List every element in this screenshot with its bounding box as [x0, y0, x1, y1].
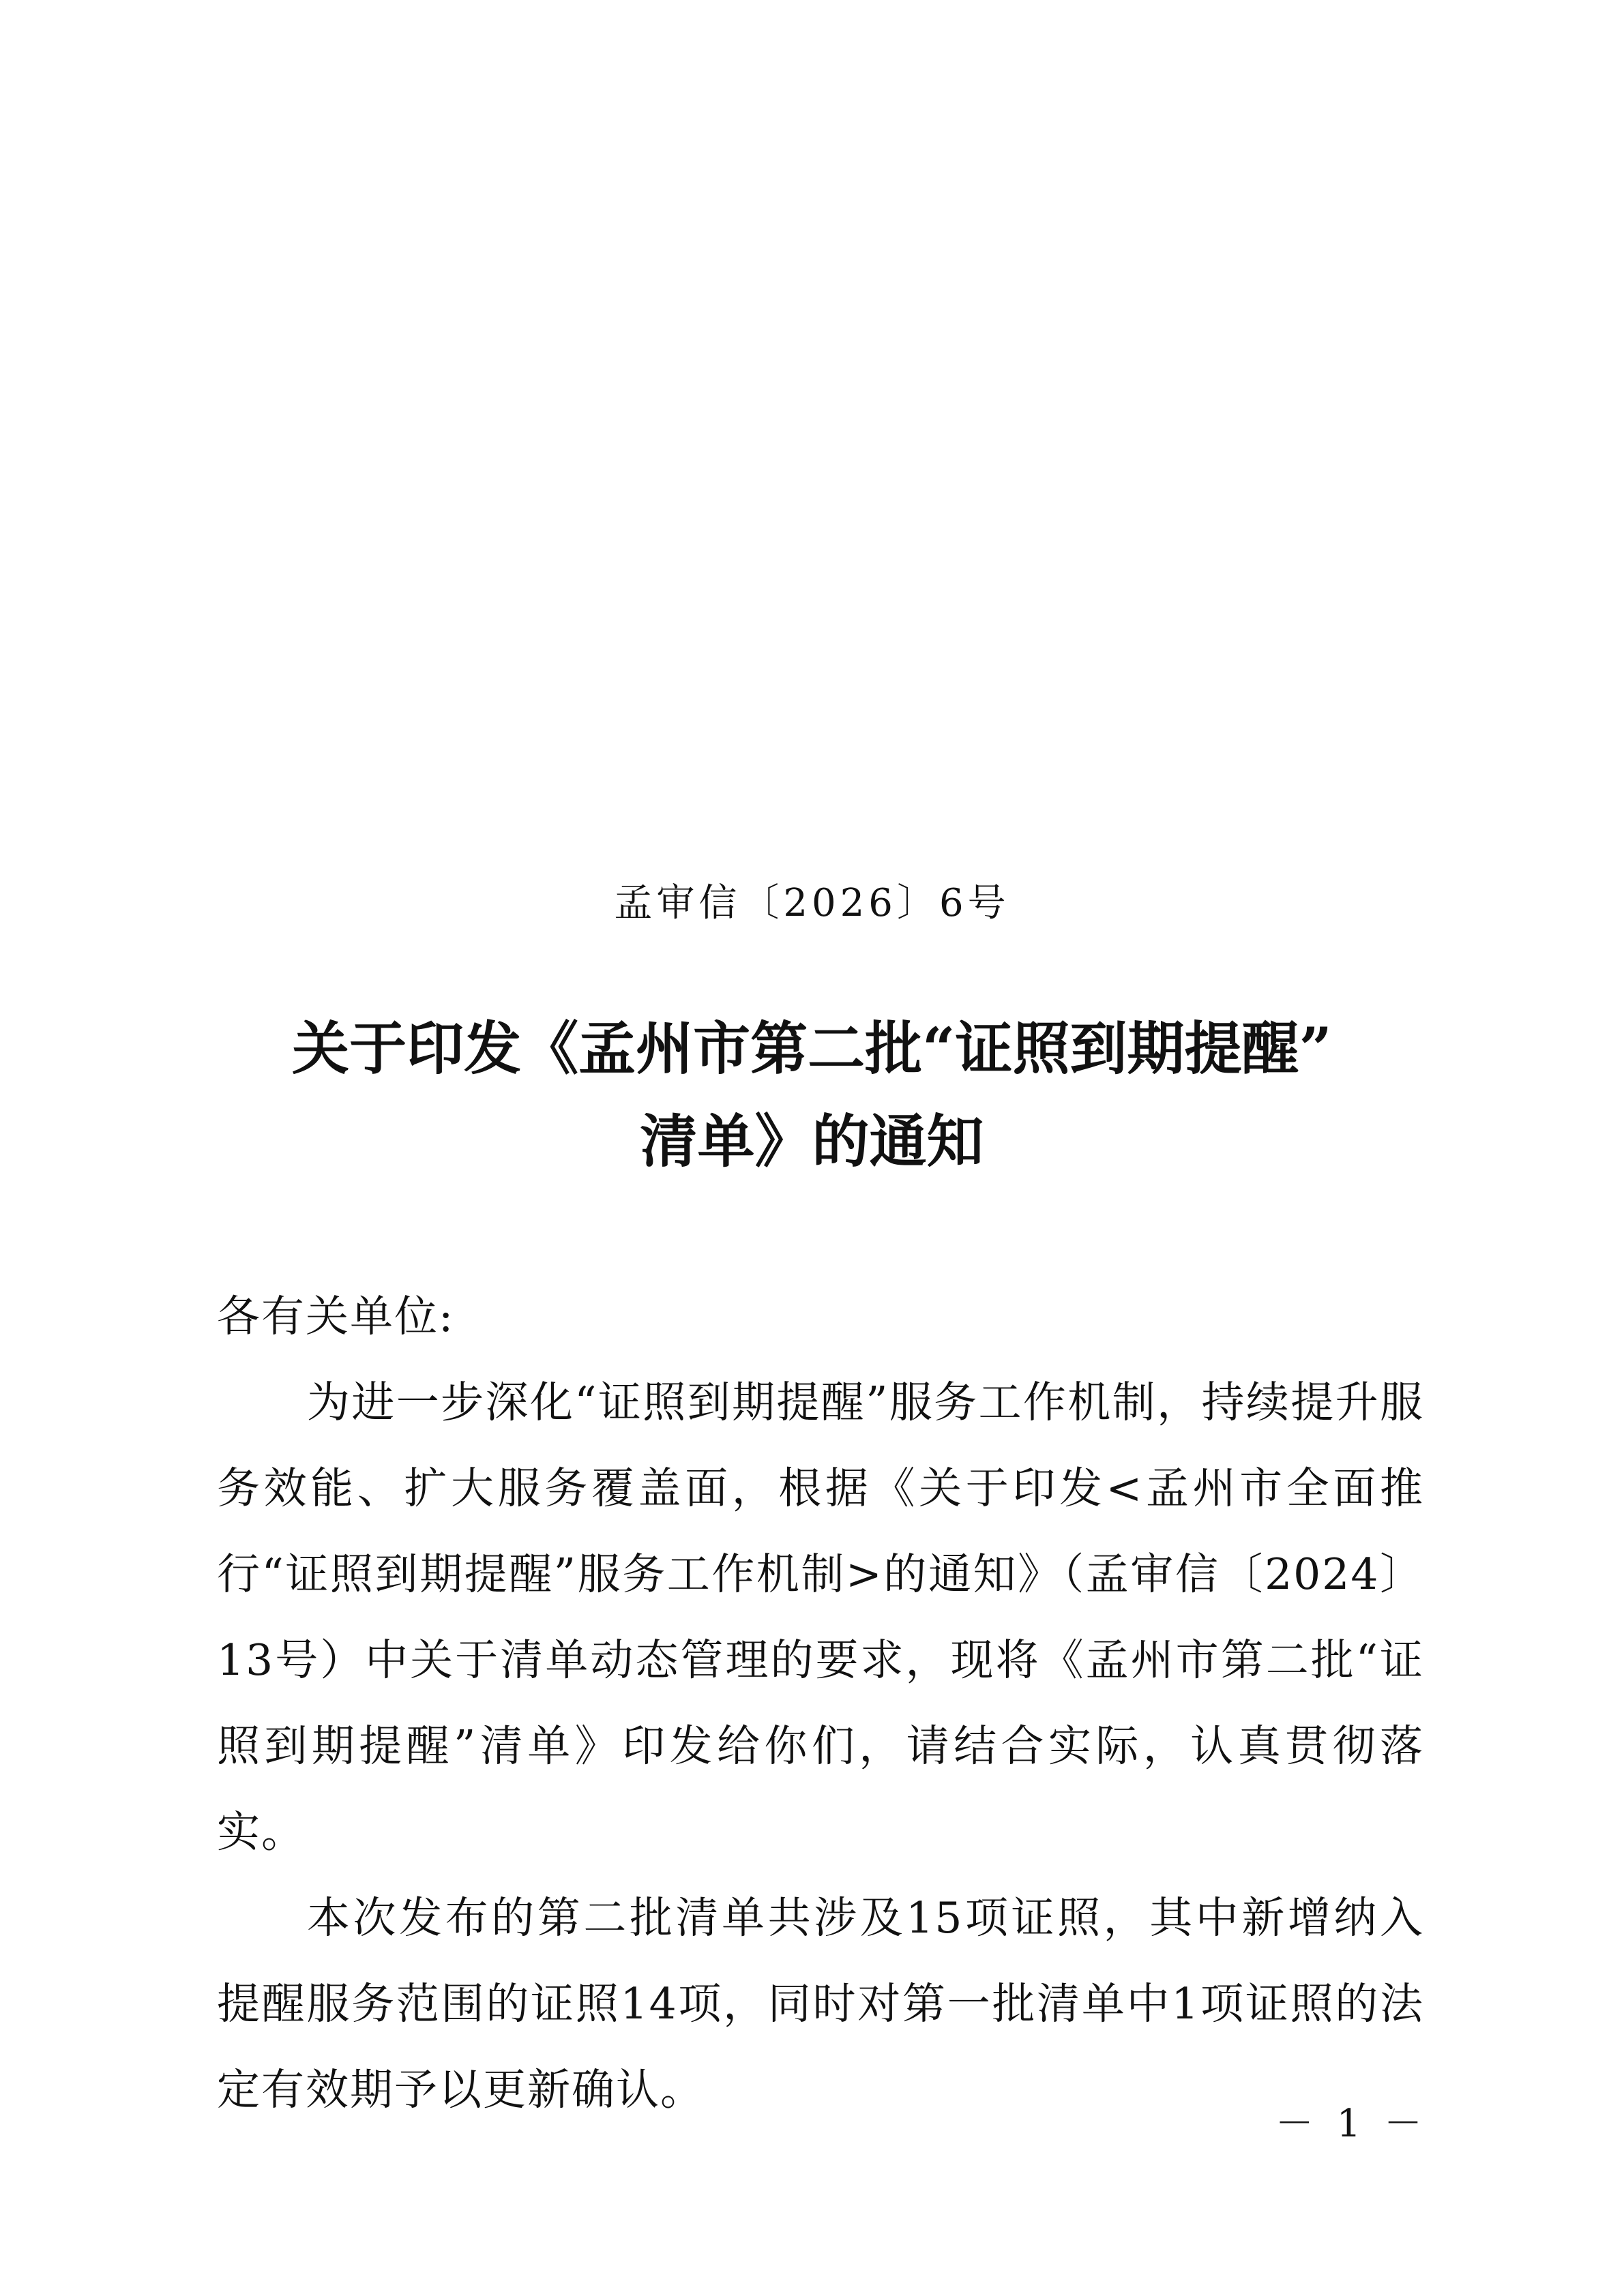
page-number: － 1 －	[1275, 2102, 1428, 2146]
salutation: 各有关单位:	[217, 1292, 455, 1341]
document-number: 孟审信〔2026〕6号	[614, 881, 1010, 925]
document-title-line-2: 清单》的通知	[640, 1107, 984, 1175]
document-title-line-1: 关于印发《孟州市第二批“证照到期提醒”	[292, 1015, 1332, 1082]
body-paragraph-2: 本次发布的第二批清单共涉及15项证照，其中新增纳入提醒服务范围的证照14项，同时对第一批清单中1项证照的法定有效期予以更新确认。	[217, 1893, 1424, 2115]
body-paragraph-1: 为进一步深化“证照到期提醒”服务工作机制，持续提升服务效能、扩大服务覆盖面，根据《关于印发<孟州市全面推行“证照到期提醒”服务工作机制>的通知》（孟审信〔2024〕13号）中关于清单动态管理的要求，现将《孟州市第二批“证照到期提醒”清单》印发给你们，请结合实际，认真贯彻落实。	[217, 1377, 1424, 1857]
document-body	[217, 1274, 1424, 2133]
document-title	[205, 1002, 1419, 1188]
